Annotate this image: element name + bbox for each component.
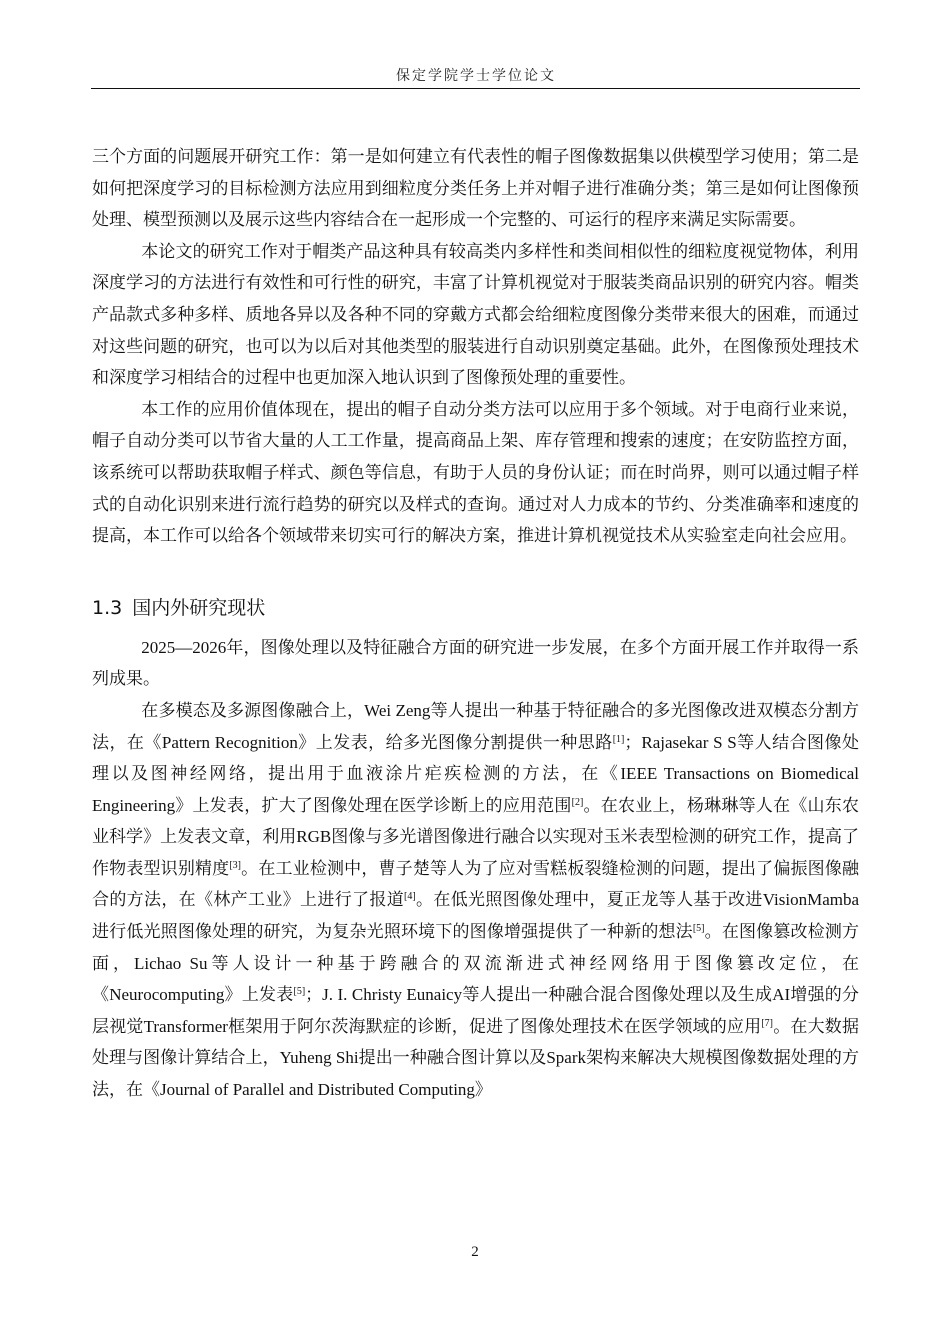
paragraph-research-questions: 三个方面的问题展开研究工作：第一是如何建立有代表性的帽子图像数据集以供模型学习使用；第二是如何把深度学习的目标检测方法应用到细粒度分类任务上并对帽子进行准确分类；第三是如何让图像预处理、模型预测以及展示这些内容结合在一起形成一个完整的、可运行的程序来满足实际需要。 bbox=[92, 147, 859, 230]
section-title: 国内外研究现状 bbox=[132, 596, 266, 619]
section-number: 1.3 bbox=[92, 596, 123, 619]
paragraph-literature-review bbox=[92, 695, 859, 1106]
review-sentence: 。在农业上，杨琳琳等人在《山东农业科学》上发表文章，利用RGB图像与多光谱图像进行融合以实现对玉米表型检测的研究工作，提高了作物表型识别精度 bbox=[92, 795, 859, 878]
citation: [2] bbox=[571, 796, 584, 808]
paragraph-application-value: 本工作的应用价值体现在，提出的帽子自动分类方法可以应用于多个领域。对于电商行业来说，帽子自动分类可以节省大量的人工工作量，提高商品上架、库存管理和搜索的速度；在安防监控方面，该系统可以帮助获取帽子样式、颜色等信息，有助于人员的身份认证；而在时尚界，则可以通过帽子样式的自动化识别来进行流行趋势的研究以及样式的查询。通过对人力成本的节约、分类准确率和速度的提高，本工作可以给各个领域带来切实可行的解决方案，推进计算机视觉技术从实验室走向社会应用。 bbox=[92, 399, 859, 546]
review-sentence: 。在大数据处理与图像计算结合上，Yuheng Shi提出一种融合图计算以及Spark架构来解决大规模图像数据处理的方法，在《Journal of Parallel and Distributed Computing》 bbox=[92, 1016, 860, 1100]
paragraph-research-significance: 本论文的研究工作对于帽类产品这种具有较高类内多样性和类间相似性的细粒度视觉物体，利用深度学习的方法进行有效性和可行性的研究，丰富了计算机视觉对于服装类商品识别的研究内容。帽类产品款式多种多样、质地各异以及各种不同的穿戴方式都会给细粒度图像分类带来很大的困难，而通过对这些问题的研究，也可以为以后对其他类型的服装进行自动识别奠定基础。此外，在图像预处理技术和深度学习相结合的过程中也更加深入地认识到了图像预处理的重要性。 bbox=[92, 241, 859, 388]
citation: [1] bbox=[612, 733, 625, 745]
review-sentence: ；Rajasekar S S等人结合图像处理以及图神经网络，提出用于血液涂片疟疾检测的方法，在《IEEE Transactions on Biomedical Engineering》上发表，扩大了图像处理在医学诊断上的应用范围 bbox=[92, 732, 859, 815]
review-sentence: 在多模态及多源图像融合上，Wei Zeng等人提出一种基于特征融合的多光图像改进双模态分割方法，在《Pattern Recognition》上发表，给多光图像分割提供一种思路 bbox=[92, 700, 859, 752]
review-sentence: 。在工业检测中，曹子楚等人为了应对雪糕板裂缝检测的问题，提出了偏振图像融合的方法，在《林产工业》上进行了报道 bbox=[92, 858, 860, 910]
citation: [7] bbox=[761, 1017, 774, 1029]
body-text bbox=[92, 141, 859, 1106]
running-header: 保定学院学士学位论文 bbox=[396, 69, 556, 84]
review-sentence: 。在低光照图像处理中，夏正龙等人基于改进VisionMamba进行低光照图像处理的研究，为复杂光照环境下的图像增强提供了一种新的想法 bbox=[92, 890, 860, 942]
citation: [5] bbox=[293, 986, 306, 998]
citation: [4] bbox=[404, 891, 416, 903]
review-sentence: ；J. I. Christy Eunaicy等人提出一种融合混合图像处理以及生成AI增强的分层视觉Transformer框架用于阿尔茨海默症的诊断，促进了图像处理技术在医学领域的应用 bbox=[92, 985, 859, 1036]
page-number: 2 bbox=[471, 1244, 479, 1260]
section-heading bbox=[92, 592, 859, 624]
citation: [3] bbox=[229, 859, 242, 871]
header-rule bbox=[91, 88, 860, 89]
paragraph-overview: 2025—2026年，图像处理以及特征融合方面的研究进一步发展，在多个方面开展工作并取得一系列成果。 bbox=[92, 637, 859, 689]
citation: [5] bbox=[692, 923, 705, 935]
review-sentence: 。在图像篡改检测方面，Lichao Su等人设计一种基于跨融合的双流渐进式神经网络用于图像篡改定位，在《Neurocomputing》上发表 bbox=[92, 922, 859, 1005]
